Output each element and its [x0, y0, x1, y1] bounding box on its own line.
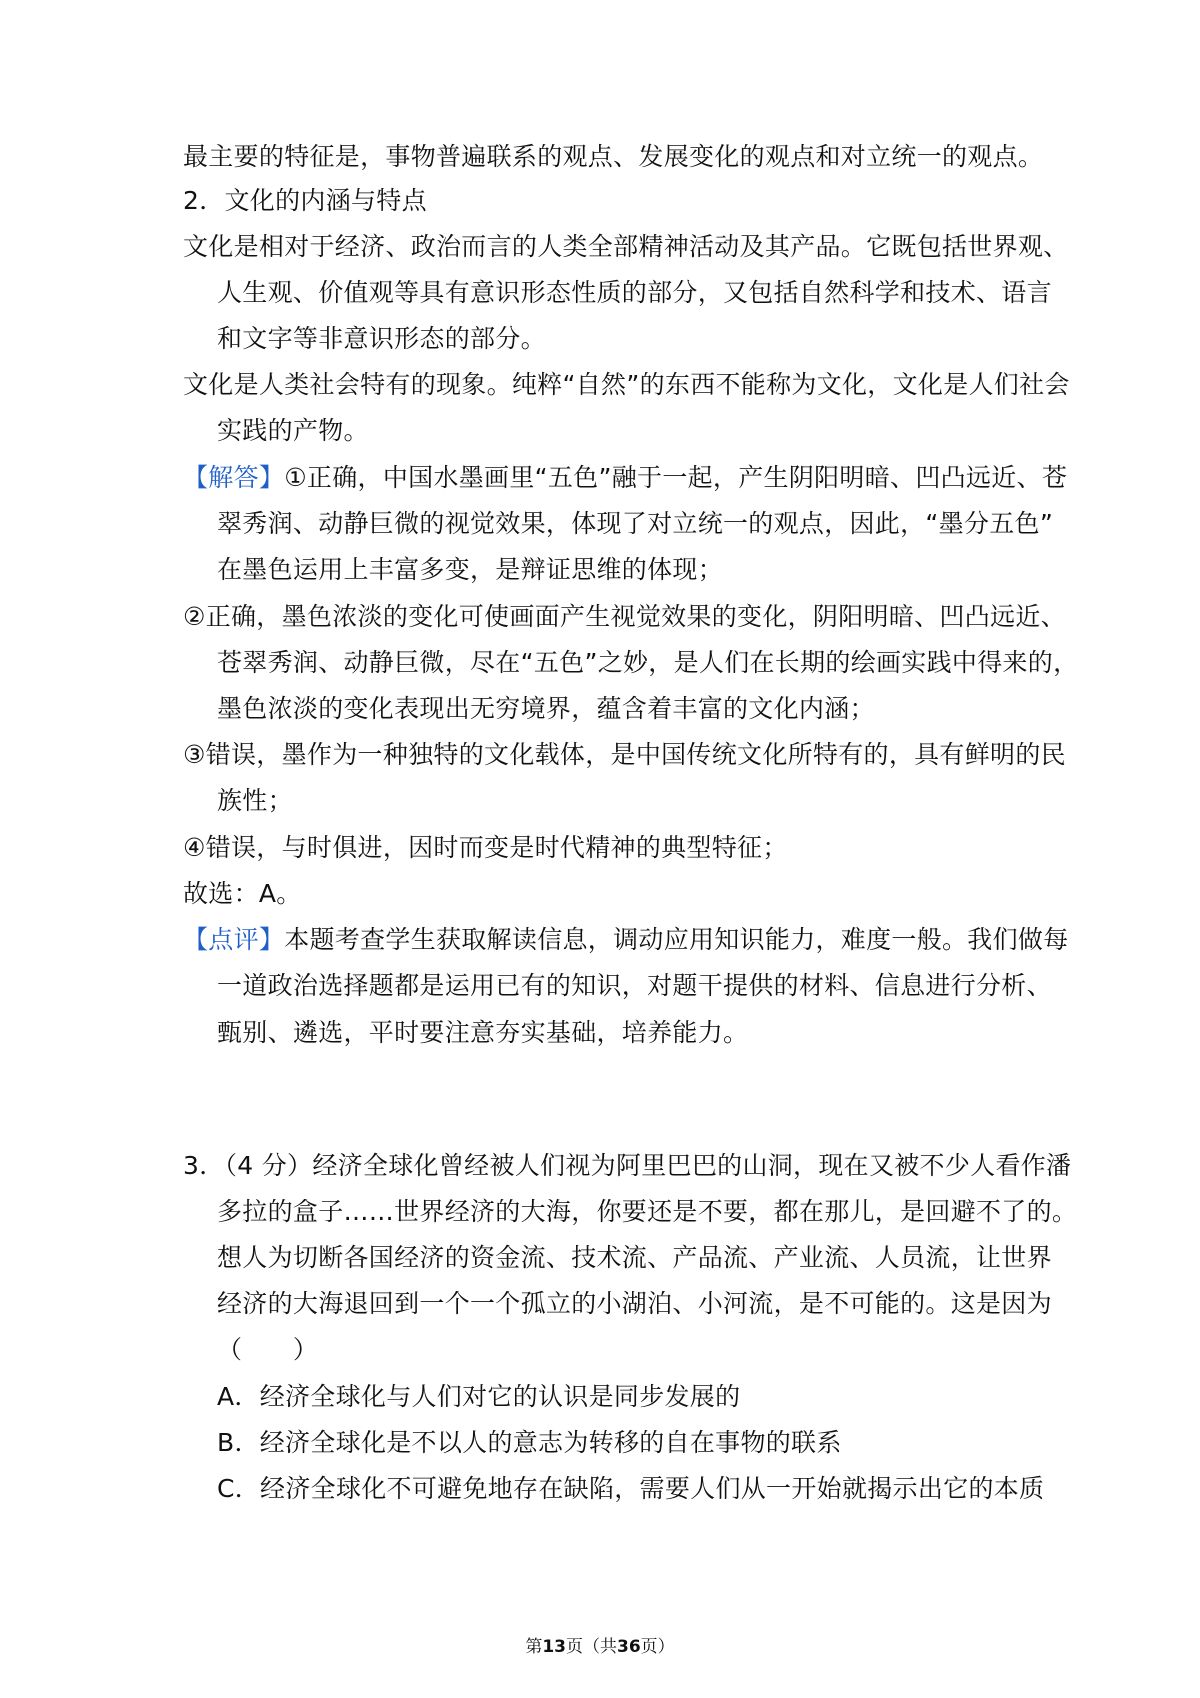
comment-tag: 【点评】 [183, 925, 285, 954]
section-heading: 2．文化的内涵与特点 [183, 186, 427, 215]
comment-line [183, 923, 1083, 957]
text-line: 族性； [217, 786, 293, 815]
answer-line [183, 461, 1083, 495]
text-line: ③错误，墨作为一种独特的文化载体，是中国传统文化所特有的，具有鲜明的民 [183, 740, 1066, 769]
question-stem: 经济的大海退回到一个一个孤立的小湖泊、小河流，是不可能的。这是因为 [217, 1289, 1052, 1318]
answer-blank: （ ） [217, 1335, 319, 1364]
text-line: ②正确，墨色浓淡的变化可使画面产生视觉效果的变化，阴阳明暗、凹凸远近、 [183, 602, 1066, 631]
text-line: 墨色浓淡的变化表现出无穷境界，蕴含着丰富的文化内涵； [217, 694, 875, 723]
text-line: 文化是相对于经济、政治而言的人类全部精神活动及其产品。它既包括世界观、 [183, 232, 1069, 261]
text-line: 甄别、遴选，平时要注意夯实基础，培养能力。 [217, 1018, 749, 1047]
text-line: 在墨色运用上丰富多变，是辩证思维的体现； [217, 555, 724, 584]
answer-choice: 故选：A。 [183, 879, 302, 908]
text-line: 最主要的特征是，事物普遍联系的观点、发展变化的观点和对立统一的观点。 [183, 142, 1044, 171]
answer-text: ①正确，中国水墨画里“五色”融于一起，产生阴阳明暗、凹凸远近、苍 [284, 463, 1068, 492]
comment-text: 本题考查学生获取解读信息，调动应用知识能力，难度一般。我们做每 [284, 925, 1069, 954]
text-line: 人生观、价值观等具有意识形态性质的部分，又包括自然科学和技术、语言 [217, 278, 1052, 307]
text-line: 一道政治选择题都是运用已有的知识，对题干提供的材料、信息进行分析、 [217, 971, 1052, 1000]
text-line: 文化是人类社会特有的现象。纯粹“自然”的东西不能称为文化，文化是人们社会 [183, 370, 1070, 399]
text-line: 和文字等非意识形态的部分。 [217, 324, 546, 353]
page-footer [0, 1635, 1200, 1659]
footer-text: 第 [525, 1637, 543, 1657]
option-a: A．经济全球化与人们对它的认识是同步发展的 [217, 1382, 741, 1411]
answer-tag: 【解答】 [183, 463, 285, 492]
footer-text: 页） [640, 1637, 675, 1657]
text-line: 苍翠秀润、动静巨微，尽在“五色”之妙，是人们在长期的绘画实践中得来的， [217, 648, 1079, 677]
question-stem: 3．（4 分）经济全球化曾经被人们视为阿里巴巴的山洞，现在又被不少人看作潘 [183, 1151, 1072, 1180]
text-line: ④错误，与时俱进，因时而变是时代精神的典型特征； [183, 833, 788, 862]
current-page-number: 13 [542, 1637, 566, 1657]
question-stem: 想人为切断各国经济的资金流、技术流、产品流、产业流、人员流，让世界 [217, 1243, 1052, 1272]
text-line: 实践的产物。 [217, 416, 369, 445]
text-line: 翠秀润、动静巨微的视觉效果，体现了对立统一的观点，因此，“墨分五色” [217, 509, 1054, 538]
option-b: B．经济全球化是不以人的意志为转移的自在事物的联系 [217, 1428, 842, 1457]
question-stem: 多拉的盒子……世界经济的大海，你要还是不要，都在那儿，是回避不了的。 [217, 1197, 1078, 1226]
total-page-count: 36 [617, 1637, 641, 1657]
footer-text: 页（共 [566, 1637, 617, 1657]
option-c: C．经济全球化不可避免地存在缺陷，需要人们从一开始就揭示出它的本质 [217, 1474, 1045, 1503]
